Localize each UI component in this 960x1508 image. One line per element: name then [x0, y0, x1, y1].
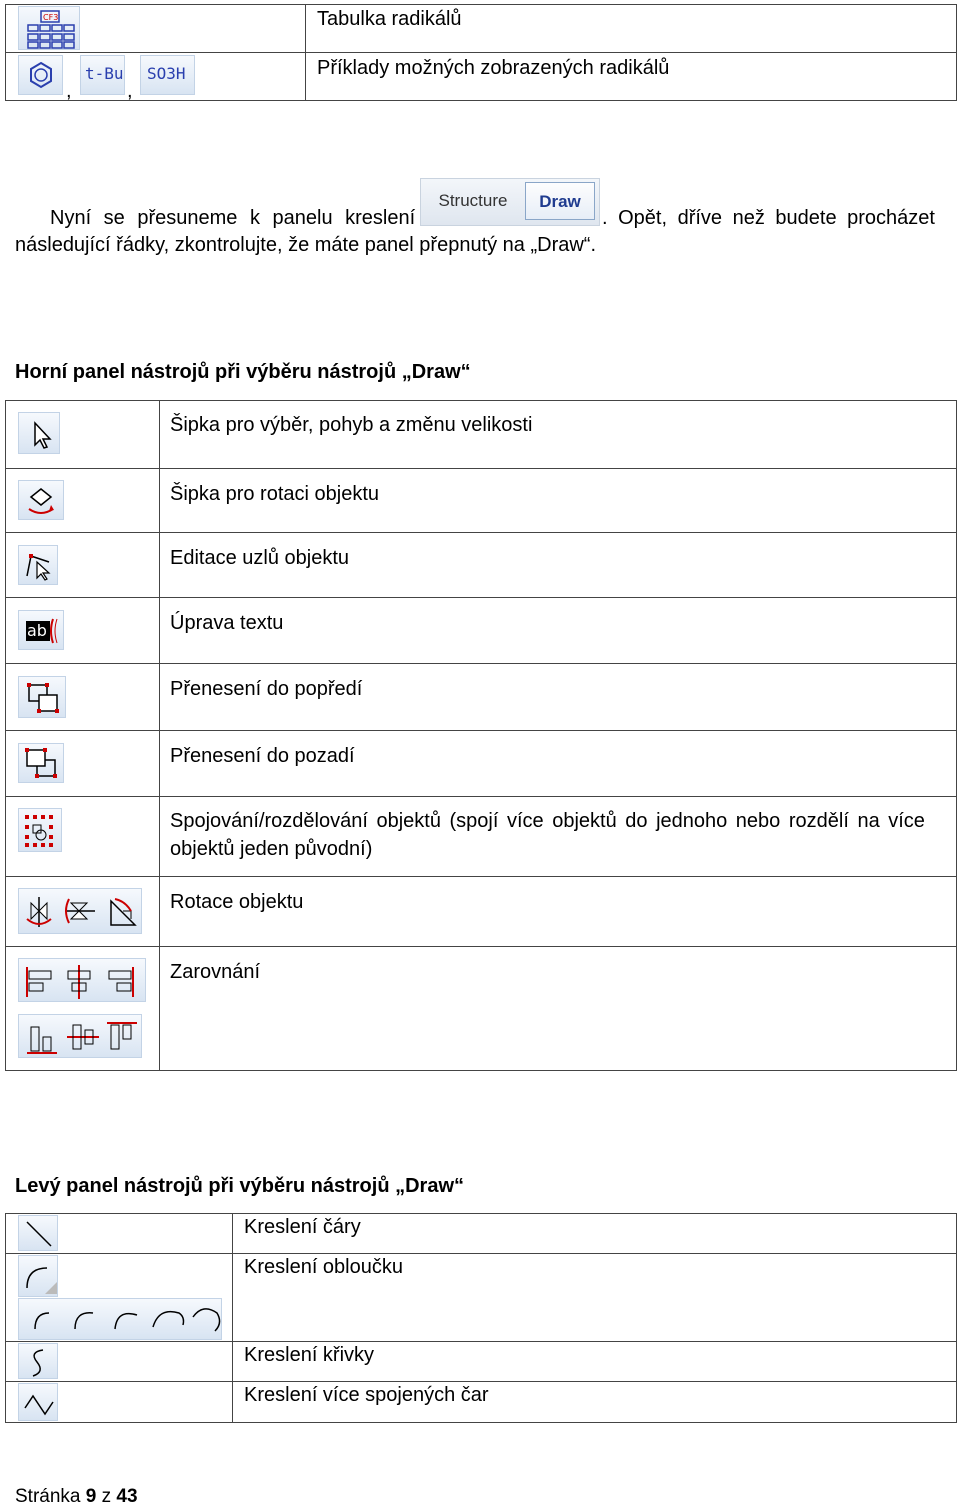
so3h-icon-text: SO3H	[147, 64, 186, 83]
align-label: Zarovnání	[170, 961, 261, 983]
tab-draw[interactable]: Draw	[525, 182, 595, 220]
top-toolbar-table	[5, 400, 957, 1071]
text-edit-icon-text: ab	[27, 621, 47, 640]
left-toolbar-heading: Levý panel nástrojů při výběru nástrojů „Draw“	[15, 1175, 465, 1197]
tbu-icon-text: t-Bu	[85, 64, 124, 83]
curve-icon[interactable]	[18, 1343, 58, 1379]
bring-front-label: Přenesení do popředí	[170, 678, 363, 700]
arc-icon[interactable]	[18, 1255, 58, 1297]
radical-table-icon[interactable]	[18, 6, 80, 50]
group-icon[interactable]	[18, 808, 62, 852]
top-toolbar-heading: Horní panel nástrojů při výběru nástrojů „Draw“	[15, 361, 471, 383]
line-icon[interactable]	[18, 1215, 58, 1251]
intro-text-line2: následující řádky, zkontrolujte, že máte panel přepnutý na „Draw“.	[15, 234, 597, 256]
footer-page: 9	[85, 1486, 97, 1507]
radical-separator-1: ,	[66, 80, 72, 102]
send-back-icon[interactable]	[18, 743, 64, 783]
send-back-label: Přenesení do pozadí	[170, 745, 355, 767]
rotate-arrow-icon[interactable]	[18, 480, 64, 520]
arc-label: Kreslení obloučku	[244, 1256, 403, 1278]
tbu-radical-icon[interactable]	[80, 55, 125, 95]
node-edit-icon[interactable]	[18, 545, 58, 585]
text-edit-icon[interactable]	[18, 610, 64, 650]
select-arrow-label: Šipka pro výběr, pohyb a změnu velikosti	[170, 414, 533, 436]
page-footer	[15, 1486, 138, 1508]
svg-text:CF3: CF3	[43, 13, 59, 22]
footer-mid: z	[101, 1486, 112, 1507]
footer-prefix: Stránka	[15, 1486, 81, 1507]
line-label: Kreslení čáry	[244, 1216, 361, 1238]
bring-front-icon[interactable]	[18, 676, 66, 718]
radical-examples-label: Příklady možných zobrazených radikálů	[317, 57, 670, 79]
structure-draw-tabs[interactable]	[420, 178, 600, 226]
select-arrow-icon[interactable]	[18, 412, 60, 454]
polyline-label: Kreslení více spojených čar	[244, 1384, 489, 1406]
align-set-icon[interactable]	[18, 958, 146, 1002]
text-edit-label: Úprava textu	[170, 612, 284, 634]
so3h-radical-icon[interactable]	[140, 55, 195, 95]
polyline-icon[interactable]	[18, 1383, 58, 1421]
rotation-set-icon[interactable]	[18, 888, 142, 934]
intro-text-part2: . Opět, dříve než budete procházet	[602, 207, 935, 229]
ring-radical-icon[interactable]	[18, 55, 63, 95]
arc-variants-icon[interactable]	[18, 1298, 222, 1340]
align-vertical-set-icon[interactable]	[18, 1014, 142, 1058]
footer-total: 43	[116, 1486, 138, 1507]
rotate-arrow-label: Šipka pro rotaci objektu	[170, 483, 380, 505]
intro-text-part1: Nyní se přesuneme k panelu kreslení	[50, 207, 416, 229]
rotation-set-label: Rotace objektu	[170, 891, 304, 913]
tab-structure[interactable]: Structure	[438, 191, 508, 210]
curve-label: Kreslení křivky	[244, 1344, 375, 1366]
group-label-line2: objektů jeden původní)	[170, 838, 373, 860]
node-edit-label: Editace uzlů objektu	[170, 547, 350, 569]
group-label-line1: Spojování/rozdělování objektů (spojí více objektů do jednoho nebo rozdělí na více	[170, 810, 925, 832]
radical-table-label: Tabulka radikálů	[317, 8, 462, 30]
radical-separator-2: ,	[127, 80, 133, 102]
